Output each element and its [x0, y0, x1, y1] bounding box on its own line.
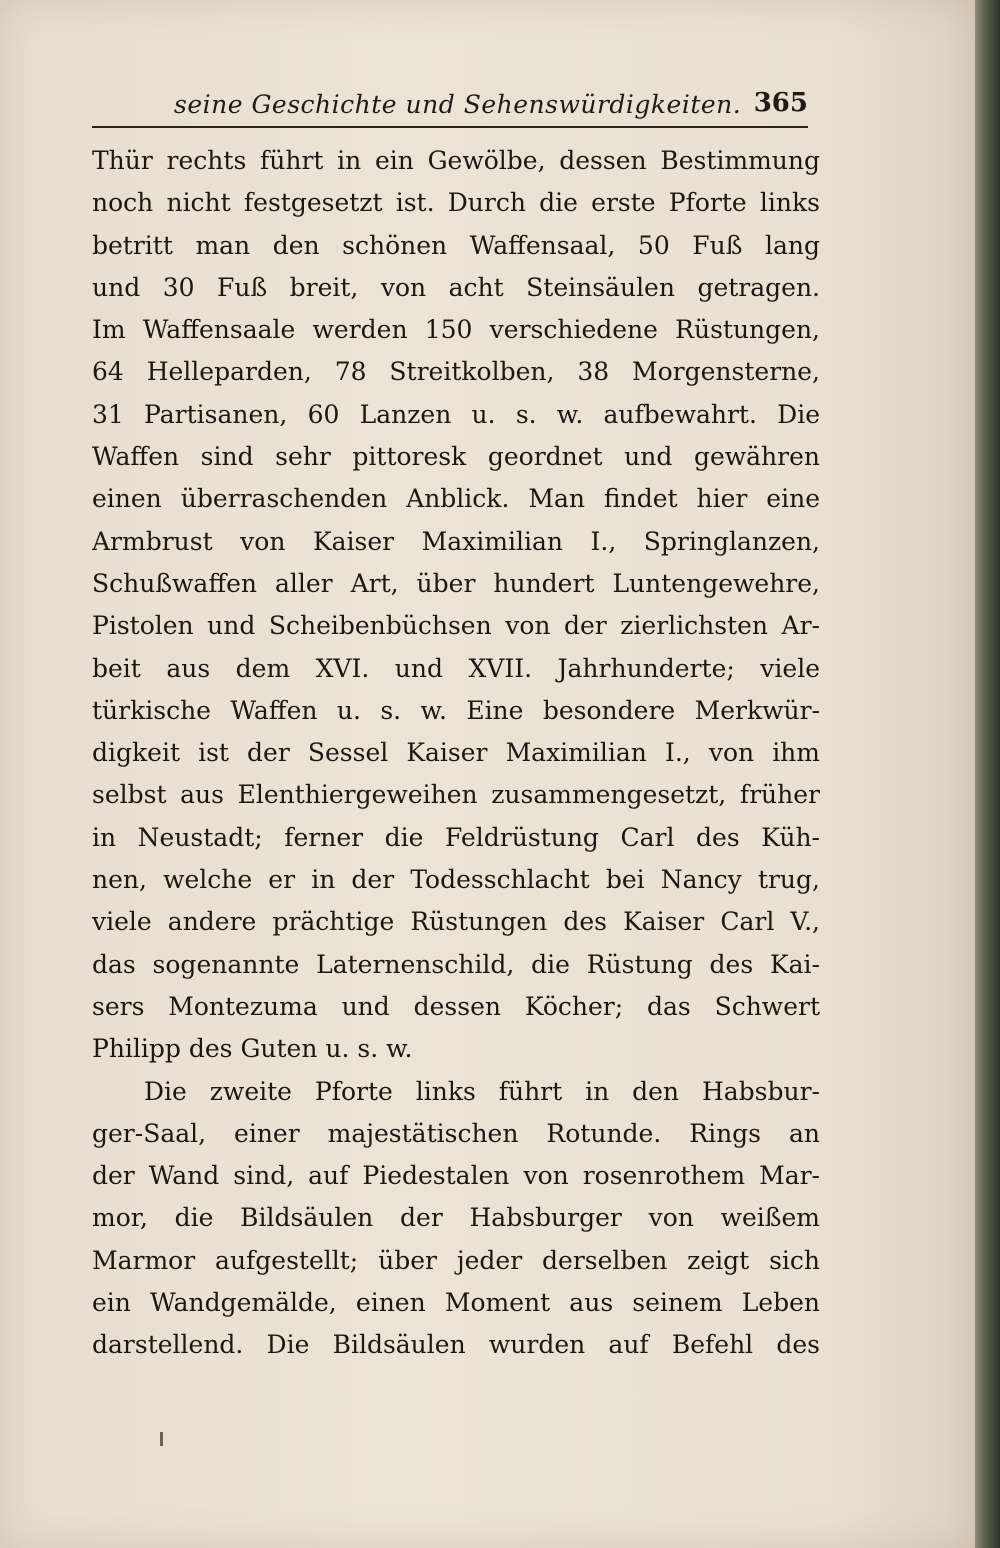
text-line: mor, die Bildsäulen der Habsburger von weißem	[92, 1203, 820, 1233]
text-line: türkische Waffen u. s. w. Eine besondere Merkwür-	[92, 695, 820, 725]
text-line: und 30 Fuß breit, von acht Steinsäulen getragen.	[92, 272, 820, 302]
text-line: digkeit ist der Sessel Kaiser Maximilian I., von ihm	[92, 738, 820, 768]
text-line: Schußwaffen aller Art, über hundert Luntengewehre,	[92, 568, 820, 598]
text-line: 31 Partisanen, 60 Lanzen u. s. w. aufbewahrt. Die	[92, 399, 820, 429]
page-header	[92, 86, 808, 128]
ink-mark	[160, 1432, 163, 1446]
text-line: 64 Helleparden, 78 Streitkolben, 38 Morgensterne,	[92, 357, 820, 387]
text-line: nen, welche er in der Todesschlacht bei Nancy trug,	[92, 865, 820, 895]
text-line: Waffen sind sehr pittoresk geordnet und gewähren	[92, 442, 820, 472]
page-number: 365	[753, 88, 808, 118]
text-line: ein Wandgemälde, einen Moment aus seinem Leben	[92, 1288, 820, 1318]
text-line: in Neustadt; ferner die Feldrüstung Carl des Küh-	[92, 822, 820, 852]
running-title: seine Geschichte und Sehenswürdigkeiten.	[174, 90, 742, 119]
text-line: viele andere prächtige Rüstungen des Kaiser Carl V.,	[92, 907, 820, 937]
text-line: darstellend. Die Bildsäulen wurden auf Befehl des	[92, 1330, 820, 1360]
text-line: noch nicht festgesetzt ist. Durch die erste Pforte links	[92, 188, 820, 218]
text-line: der Wand sind, auf Piedestalen von rosenrothem Mar-	[92, 1161, 820, 1191]
text-line: Philipp des Guten u. s. w.	[92, 1034, 413, 1064]
text-line: selbst aus Elenthiergeweihen zusammengesetzt, früher	[92, 780, 820, 810]
text-line: das sogenannte Laternenschild, die Rüstung des Kai-	[92, 949, 820, 979]
text-line: Thür rechts führt in ein Gewölbe, dessen Bestimmung	[92, 146, 820, 175]
text-line: ger-Saal, einer majestätischen Rotunde. Rings an	[92, 1118, 820, 1148]
text-line: sers Montezuma und dessen Köcher; das Schwert	[92, 991, 820, 1021]
text-line: betritt man den schönen Waffensaal, 50 Fuß lang	[92, 230, 820, 260]
text-line: einen überraschenden Anblick. Man findet hier eine	[92, 484, 820, 514]
book-spine-edge	[975, 0, 1000, 1548]
text-line: Die zweite Pforte links führt in den Habsbur-	[144, 1076, 820, 1106]
text-line: beit aus dem XVI. und XVII. Jahrhunderte; viele	[92, 653, 820, 683]
text-line: Armbrust von Kaiser Maximilian I., Springlanzen,	[92, 526, 820, 556]
text-line: Im Waffensaale werden 150 verschiedene Rüstungen,	[92, 315, 820, 345]
text-line: Marmor aufgestellt; über jeder derselben zeigt sich	[92, 1245, 820, 1275]
text-line: Pistolen und Scheibenbüchsen von der zierlichsten Ar-	[92, 611, 820, 641]
body-text	[92, 140, 820, 1367]
